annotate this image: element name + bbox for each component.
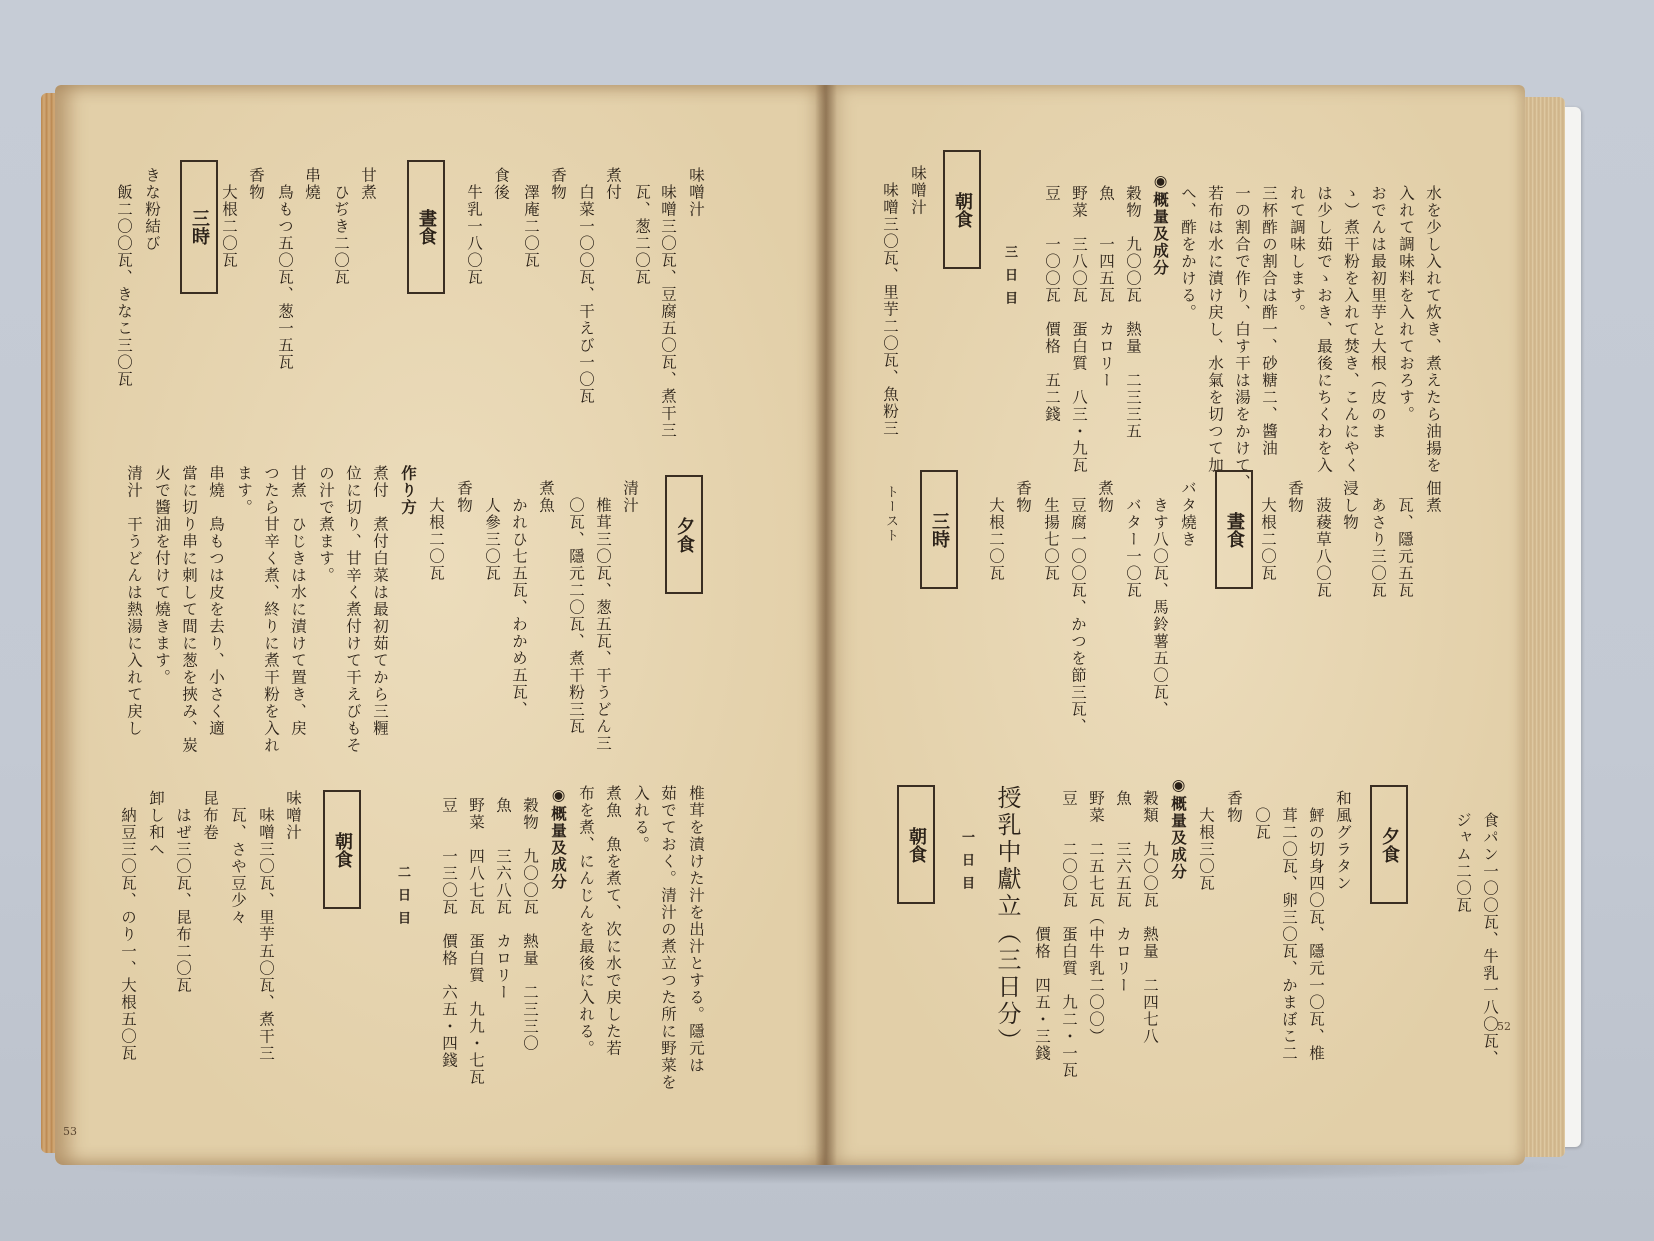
text-column: 火で醬油を付けて燒きます。	[153, 465, 171, 686]
text-column: 昆布卷	[201, 790, 219, 841]
text-column: 煮物	[1096, 480, 1114, 514]
text-column: 納豆三〇瓦、のり一、大根五〇瓦	[119, 790, 137, 1062]
day-label: 一日目	[959, 830, 974, 899]
text-column: はぜ三〇瓦、昆布二〇瓦	[174, 790, 192, 994]
text-column: 白菜一〇〇瓦、干えび一〇瓦	[577, 167, 595, 405]
meal-box-breakfast: 朝食	[897, 785, 935, 904]
nutrition-row: 穀類 九〇〇瓦 熱量 二四七八	[1141, 790, 1159, 1045]
section-title: 授乳中獻立（三日分）	[993, 785, 1021, 1055]
text-column: トースト	[883, 485, 898, 543]
nutrition-row: 魚 一四五瓦 カロリー	[1097, 185, 1115, 389]
nutrition-row: 穀物 九〇〇瓦 熱量 二三三〇	[521, 797, 539, 1052]
text-column: 串燒	[303, 167, 321, 201]
text-column: 一の割合で作り、白す干は湯をかけて、	[1233, 185, 1251, 491]
nutrition-row: 豆 一〇〇瓦 價格 五二錢	[1043, 185, 1061, 423]
nutrition-row: 價格 四五・三錢	[1033, 790, 1051, 1062]
meal-box-lunch: 晝食	[1215, 470, 1253, 589]
nutrition-heading: ◉概量及成分	[1169, 775, 1188, 881]
right-page-edges	[1525, 97, 1565, 1157]
text-column: 〇瓦	[1253, 790, 1271, 841]
text-column: 瓦、葱二〇瓦	[633, 167, 651, 286]
text-column: へ、酢をかける。	[1179, 185, 1197, 321]
text-column: きな粉結び	[143, 167, 161, 252]
text-column: つたら甘辛く煮、終りに煮干粉を入れ	[262, 465, 280, 754]
meal-box-breakfast: 朝食	[323, 790, 361, 909]
text-column: 香物	[1014, 480, 1032, 514]
text-column: 和風グラタン	[1334, 790, 1352, 892]
text-column: かれひ七五瓦、わかめ五瓦、	[510, 480, 528, 718]
text-column: 甘煮	[359, 167, 377, 201]
text-column: 大根三〇瓦	[1197, 790, 1215, 892]
nutrition-row: 豆 二〇〇瓦 蛋白質 九二・一瓦	[1060, 790, 1078, 1079]
text-column: 入れる。	[632, 785, 650, 853]
nutrition-row: 魚 三六八瓦 カロリー	[494, 797, 512, 1001]
text-column: 大根二〇瓦	[427, 480, 445, 582]
text-column: ジャム二〇瓦	[1454, 795, 1472, 914]
text-column: 佃煮	[1424, 480, 1442, 514]
text-column: 牛乳一八〇瓦	[465, 167, 483, 286]
text-column: 煮付 煮付白菜は最初茹てから三糎	[371, 465, 389, 737]
text-column: の汁で煮ます。	[317, 465, 335, 584]
meal-box-dinner: 夕食	[665, 475, 703, 594]
nutrition-row: 魚 三六五瓦 カロリー	[1114, 790, 1132, 994]
text-column: 大根二〇瓦	[1259, 480, 1277, 582]
text-column: 香物	[1286, 480, 1304, 514]
meal-box-dinner: 夕食	[1370, 785, 1408, 904]
text-column: 香物	[247, 167, 265, 201]
text-column: 椎茸を漬けた汁を出汁とする。隱元は	[687, 785, 705, 1074]
text-column: 香物	[549, 167, 567, 201]
text-column: 瓦、隱元五瓦	[1396, 480, 1414, 599]
text-column: バター一〇瓦	[1124, 480, 1142, 599]
text-column: 清汁 干うどんは熱湯に入れて戻し	[125, 465, 143, 737]
text-column: 浸し物	[1341, 480, 1359, 531]
text-column: おでんは最初里芋と大根（皮のま	[1369, 185, 1387, 440]
text-column: 豆腐一〇〇瓦、かつを節三瓦、	[1069, 480, 1087, 735]
nutrition-row: 野菜 三八〇瓦 蛋白質 八三・九瓦	[1070, 185, 1088, 474]
text-column: 卸し和へ	[147, 790, 165, 858]
text-column: 人參三〇瓦	[483, 480, 501, 582]
nutrition-row: 野菜 二五七瓦（中牛乳二〇〇）	[1087, 790, 1105, 1045]
text-column: ます。	[235, 465, 253, 516]
nutrition-heading: ◉概量及成分	[549, 785, 568, 891]
text-column: 飯二〇〇瓦、きなこ三〇瓦	[115, 167, 133, 388]
meal-box-3pm: 三時	[920, 470, 958, 589]
text-column: 味噌三〇瓦、里芋二〇瓦、魚粉三	[881, 165, 899, 437]
text-column: 入れて調味料を入れておろす。	[1397, 185, 1415, 423]
text-column: 布を煮、にんじんを最後に入れる。	[577, 785, 595, 1057]
meal-box-breakfast: 朝食	[943, 150, 981, 269]
text-column: 味噌三〇瓦、里芋五〇瓦、煮干三	[257, 790, 275, 1062]
text-column: 若布は水に漬け戻し、水氣を切つて加	[1206, 185, 1224, 474]
text-column: 味噌汁	[909, 165, 927, 216]
text-column: 水を少し入れて炊き、煮えたら油揚を	[1424, 185, 1442, 474]
book-gutter	[815, 85, 837, 1165]
text-column: 味噌汁	[284, 790, 302, 841]
text-column: 清汁	[621, 480, 639, 514]
text-column: 瓦、さや豆少々	[229, 790, 247, 926]
meal-box-lunch: 晝食	[407, 160, 445, 294]
text-column: 煮魚 魚を煮て、次に水で戻した若	[604, 785, 622, 1057]
text-column: は少し茹でゝおき、最後にちくわを入	[1315, 185, 1333, 474]
text-column: 鳥もつ五〇瓦、葱一五瓦	[276, 167, 294, 371]
text-column: 位に切り、甘辛く煮付けて干えびもそ	[344, 465, 362, 754]
nutrition-row: 穀物 九〇〇瓦 熱量 二三三五	[1124, 185, 1142, 440]
text-column: れて調味します。	[1288, 185, 1306, 321]
text-column: きす八〇瓦、馬鈴薯五〇瓦、	[1151, 480, 1169, 718]
text-column: 椎茸三〇瓦、葱五瓦、干うどん三	[594, 480, 612, 752]
text-column: ゝ）煮干粉を入れて焚き、こんにやく	[1342, 185, 1360, 474]
text-column: バタ燒き	[1179, 480, 1197, 548]
text-column: 煮付	[604, 167, 622, 201]
nutrition-row: 豆 一三〇瓦 價格 六五・四錢	[440, 797, 458, 1069]
text-column: 味噌三〇瓦、豆腐五〇瓦、煮干三	[659, 167, 677, 439]
text-column: 香物	[455, 480, 473, 514]
text-column: あさり三〇瓦	[1369, 480, 1387, 599]
left-page	[55, 85, 825, 1165]
text-column: 當に切り串に刺して間に葱を挾み、炭	[180, 465, 198, 754]
nutrition-heading: ◉概量及成分	[1151, 171, 1170, 277]
text-column: 菠薐草八〇瓦	[1314, 480, 1332, 599]
text-column: 茸二〇瓦、卵三〇瓦、かまぼこ二	[1280, 790, 1298, 1062]
text-column: 串燒 鳥もつは皮を去り、小さく適	[207, 465, 225, 737]
page-number: 52	[1497, 1020, 1511, 1033]
text-column: 食後	[492, 167, 510, 201]
text-column: 大根二〇瓦	[220, 167, 238, 269]
text-column: ひぢき二〇瓦	[332, 167, 350, 286]
right-page	[825, 85, 1525, 1165]
nutrition-row: 野菜 四八七瓦 蛋白質 九九・七瓦	[467, 797, 485, 1086]
day-label: 二日目	[395, 865, 410, 934]
day-label: 三日目	[1002, 245, 1017, 314]
text-column: 大根二〇瓦	[987, 480, 1005, 582]
text-column: 茹でておく。清汁の煮立つた所に野菜を	[659, 785, 677, 1091]
text-column: 生揚七〇瓦	[1042, 480, 1060, 582]
text-column: 甘煮 ひじきは水に漬けて置き、戻	[289, 465, 307, 737]
text-column: 食パン一〇〇瓦、牛乳一八〇瓦、	[1481, 795, 1499, 1067]
text-column-heading: 作り方	[399, 465, 418, 516]
text-column: 三杯酢の割合は酢一、砂糖二、醬油	[1260, 185, 1278, 457]
text-column: 〇瓦、隱元二〇瓦、煮干粉三瓦	[567, 480, 585, 735]
text-column: 澤庵二〇瓦	[522, 167, 540, 269]
meal-box-3pm: 三時	[180, 160, 218, 294]
open-book	[55, 85, 1600, 1170]
text-column: 香物	[1225, 790, 1243, 824]
text-column: 味噌汁	[687, 167, 705, 218]
page-number: 53	[63, 1125, 77, 1138]
text-column: 煮魚	[537, 480, 555, 514]
text-column: 鮃の切身四〇瓦、隱元一〇瓦、椎	[1307, 790, 1325, 1062]
